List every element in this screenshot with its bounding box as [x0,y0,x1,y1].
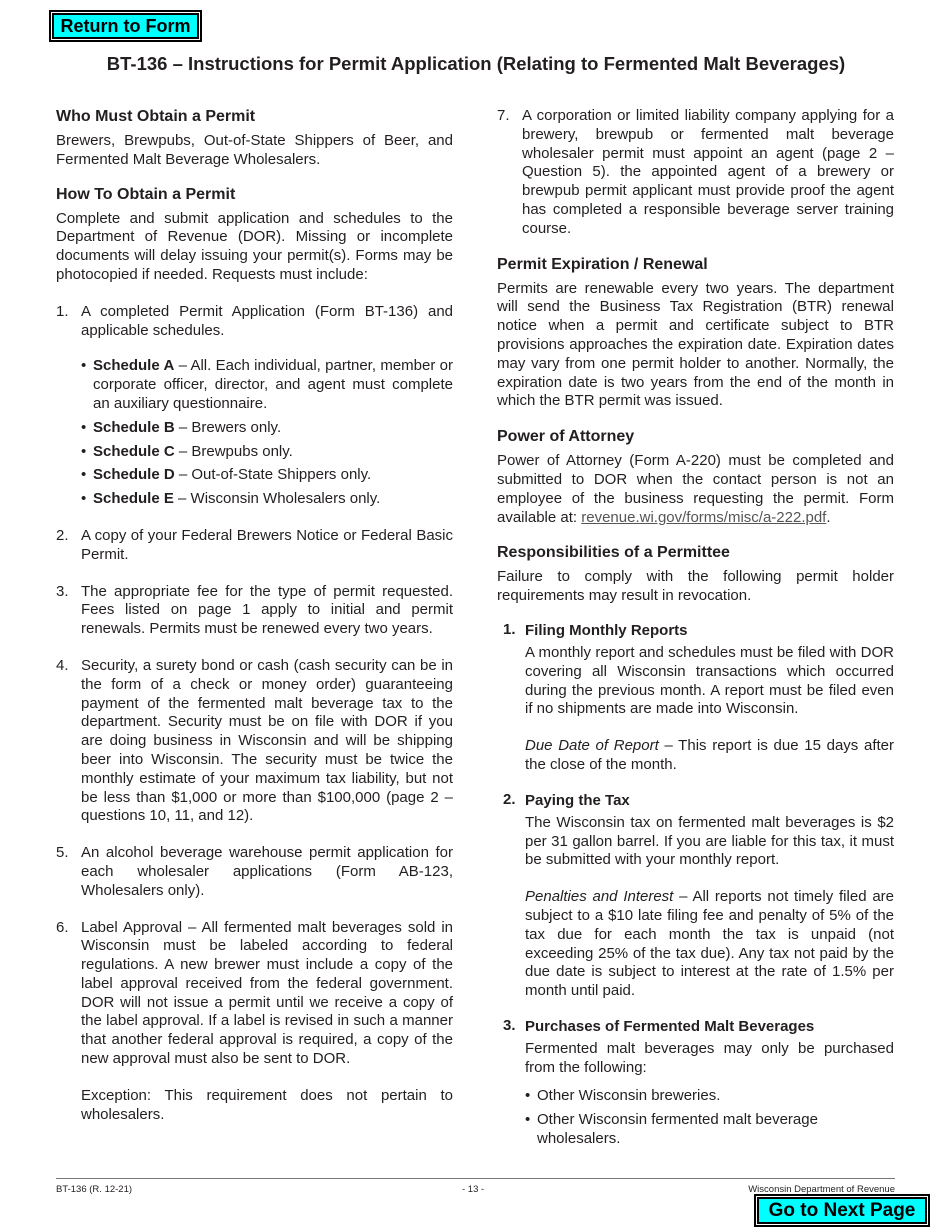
due-date-body: – This report is due 15 days after the close of the month. [525,737,894,773]
schedule-text: – Wisconsin Wholesalers only. [173,490,381,508]
item-text: A copy of your Federal Brewers Notice or Federal Basic Permit. [81,526,453,563]
item-number: 4. [56,656,69,674]
expiration-text: Permits are renewable every two years. The department will send the Business Tax Registration (BTR) renewal notice when a permit and certificate subject to BTR provisions approaches the expiration date. Expiration dates may vary from one permit holder to another. Normally, the expiration date is two years from the end of the month in which the BTR permit was issued. [497,279,894,410]
schedule-label: Schedule B [93,418,175,436]
exception-text: Exception: This requirement does not pertain to wholesalers. [81,1086,453,1123]
schedule-label: Schedule E [93,490,174,508]
responsibility-heading: Paying the Tax [525,791,630,809]
item-number: 1. [56,302,69,320]
footer-department: Wisconsin Department of Revenue [748,1184,895,1195]
requirement-item-7 [497,107,894,239]
responsibility-heading: Filing Monthly Reports [525,621,688,639]
item-text: A completed Permit Application (Form BT-136) and applicable schedules. [81,302,453,339]
schedule-text: – Brewers only. [174,418,282,436]
who-text: Brewers, Brewpubs, Out-of-State Shippers of Beer, and Fermented Malt Beverage Wholesalers. [56,132,453,168]
footer-page-number: - 13 - [462,1184,485,1195]
item-number: 3. [56,582,69,600]
poa-body: Power of Attorney (Form A-220) must be completed and submitted to DOR when the contact person is not an employee of the business requesting the permit. Form available at: [497,452,894,526]
how-heading: How To Obtain a Permit [56,185,236,203]
penalties-body: – All reports not timely filed are subject to a $10 late filing fee and penalty of 5% of the tax due for each month the tax is unpaid (not exceeding 25% of the tax due). Any tax not paid by the due date is subject to interest at the rate of 1.5% per month until paid. [525,888,895,1000]
schedule-text: – All. Each individual, partner, member or corporate officer, director, and agent must complete an auxiliary questionnaire. [93,357,454,412]
schedule-label: Schedule C [93,442,175,460]
requirement-item-5 [56,844,453,900]
responsibility-text: Fermented malt beverages may only be purchased from the following: [525,1039,894,1076]
responsibilities-text: Failure to comply with the following permit holder requirements may result in revocation. [497,568,894,605]
requirement-item-6 [56,919,453,1125]
right-column [497,107,894,1149]
responsibility-2 [497,791,894,1001]
purchase-source-2: • Other Wisconsin fermented malt beverage wholesalers. [525,1111,894,1149]
schedule-c [81,443,453,462]
requirement-item-4 [56,657,453,826]
schedule-list [56,357,453,509]
item-text: Security, a surety bond or cash (cash security can be in the form of a check or money order) guaranteeing payment of the fermented malt beverage tax to the department. Security must be on file with DOR if you are doing business in Wisconsin and will be shipping beer into Wisconsin. The security must be twice the monthly estimate of your maximum tax liability, but not be less than $1,000 or more than $100,000 (page 2 – questions 10, 11, and 12). [81,656,453,825]
due-date-label: Due Date of Report [525,737,659,755]
schedule-a [81,357,453,413]
schedule-b [81,419,453,438]
responsibility-heading: Purchases of Fermented Malt Beverages [525,1017,815,1035]
schedule-d [81,466,453,485]
footer-form-number: BT-136 (R. 12-21) [56,1184,133,1195]
item-number: 6. [56,918,69,936]
responsibility-number: 1. [503,620,516,638]
responsibility-text: The Wisconsin tax on fermented malt beverages is $2 per 31 gallon barrel. If you are liable for this tax, it must be submitted with your monthly report. [525,813,894,869]
page-title: BT-136 – Instructions for Permit Application (Relating to Fermented Malt Beverages) [106,53,846,74]
due-date-text [525,737,894,775]
schedule-label: Schedule D [93,466,175,484]
responsibility-1 [497,621,894,775]
item-number: 7. [497,107,510,124]
item-number: 2. [56,526,69,544]
responsibility-text: A monthly report and schedules must be filed with DOR covering all Wisconsin transactions which occurred during the previous month. A report must be filed even if no shipments are made into Wisconsin. [525,643,894,718]
responsibility-number: 3. [503,1016,516,1034]
requirement-item-2 [56,527,453,565]
responsibilities-heading: Responsibilities of a Permittee [497,544,730,562]
schedule-e [81,490,453,509]
schedule-text: – Out-of-State Shippers only. [174,466,372,484]
requirement-item-1 [56,303,453,341]
how-text: Complete and submit application and schedules to the Department of Revenue (DOR). Missing or incomplete documents will delay issuing your permit(s). Forms may be photocopied if needed. Requests must include: [56,209,453,283]
page-footer [56,1178,895,1195]
item-number: 5. [56,844,69,862]
penalties-text [525,888,894,1001]
go-to-next-page-button[interactable]: Go to Next Page [757,1197,927,1224]
responsibility-3 [497,1017,894,1149]
schedule-text: – Brewpubs only. [174,442,293,460]
who-heading: Who Must Obtain a Permit [56,108,256,125]
requirement-item-3 [56,583,453,639]
responsibility-number: 2. [503,790,516,808]
poa-text [497,452,894,527]
return-to-form-button[interactable]: Return to Form [52,13,199,39]
expiration-heading: Permit Expiration / Renewal [497,255,708,273]
poa-heading: Power of Attorney [497,428,635,446]
item-text: The appropriate fee for the type of permit requested. Fees listed on page 1 apply to initial and permit renewals. Permits must be renewed every two years. [81,582,453,638]
item-text: An alcohol beverage warehouse permit application for each wholesaler applications (Form AB-123, Wholesalers only). [81,844,453,899]
item-text: Label Approval – All fermented malt beverages sold in Wisconsin must be labeled according to federal regulations. A new brewer must include a copy of the label approval received from the federal government. DOR will not issue a permit until we receive a copy of the label approval. If a label is revised in such a manner that another federal approval is required, a copy of the new approval must also be sent to DOR. [81,918,453,1068]
poa-period: . [826,508,831,526]
purchase-source-1: • Other Wisconsin breweries. [525,1087,894,1106]
left-column [56,107,453,1124]
schedule-label: Schedule A [93,357,175,375]
penalties-label: Penalties and Interest [525,888,674,906]
poa-form-link[interactable]: revenue.wi.gov/forms/misc/a-222.pdf [581,508,827,526]
item-text: A corporation or limited liability company applying for a brewery, brewpub or fermented malt beverage wholesaler permit must appoint an agent (page 2 – Question 5). the appointed agent of a brewery or brewpub permit applicant must provide proof the agent has completed a responsible beverage server training course. [522,107,894,237]
